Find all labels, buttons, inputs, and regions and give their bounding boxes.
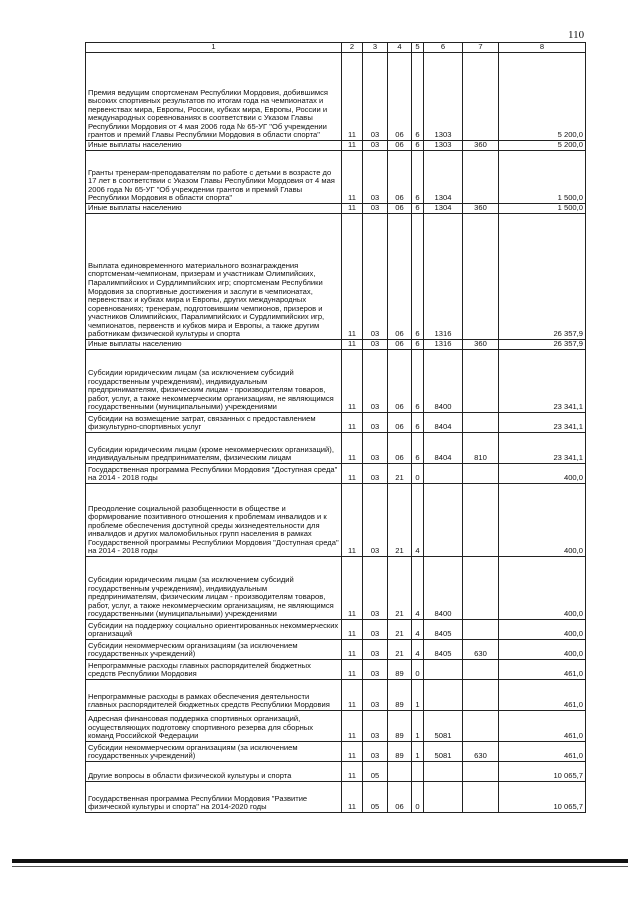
cell-expense-type bbox=[463, 680, 499, 711]
cell-item: 8405 bbox=[424, 620, 463, 640]
cell-expense-type bbox=[463, 464, 499, 484]
cell-expense-type: 360 bbox=[463, 204, 499, 214]
col-header: 3 bbox=[363, 43, 388, 53]
row-name: Субсидии на возмещение затрат, связанных с предоставлением физкультурно-спортивных услуг bbox=[86, 413, 342, 433]
cell-item: 8404 bbox=[424, 433, 463, 464]
cell-expense-type bbox=[463, 413, 499, 433]
cell-section: 11 bbox=[342, 464, 363, 484]
table-row bbox=[86, 557, 586, 620]
row-name: Иные выплаты населению bbox=[86, 141, 342, 151]
table-row bbox=[86, 151, 586, 204]
cell-program: 89 bbox=[388, 711, 412, 742]
cell-section: 11 bbox=[342, 433, 363, 464]
cell-section: 11 bbox=[342, 484, 363, 557]
cell-subprogram: 6 bbox=[412, 350, 424, 413]
cell-subprogram: 1 bbox=[412, 742, 424, 762]
row-name: Преодоление социальной разобщенности в обществе и формирование позитивного отношения к проблемам инвалидов и к проблеме обеспечения доступной среды жизнедеятельности для инвалидов и других маломобильных групп населения в рамках Государственной программы Республики Мордовия "Доступная среда" на 2014 - 2018 годы bbox=[86, 484, 342, 557]
table-row bbox=[86, 640, 586, 660]
cell-program: 21 bbox=[388, 620, 412, 640]
table-row bbox=[86, 680, 586, 711]
row-name: Субсидии некоммерческим организациям (за исключением государственных учреждений) bbox=[86, 640, 342, 660]
cell-subsection: 03 bbox=[363, 340, 388, 350]
cell-subsection: 03 bbox=[363, 413, 388, 433]
cell-program: 21 bbox=[388, 557, 412, 620]
cell-subprogram: 4 bbox=[412, 484, 424, 557]
table-row bbox=[86, 660, 586, 680]
row-name: Государственная программа Республики Мордовия "Доступная среда" на 2014 - 2018 годы bbox=[86, 464, 342, 484]
cell-section: 11 bbox=[342, 151, 363, 204]
cell-subsection: 05 bbox=[363, 762, 388, 782]
cell-item: 1303 bbox=[424, 53, 463, 141]
cell-section: 11 bbox=[342, 742, 363, 762]
cell-section: 11 bbox=[342, 141, 363, 151]
cell-subprogram bbox=[412, 762, 424, 782]
cell-amount: 5 200,0 bbox=[499, 141, 586, 151]
cell-section: 11 bbox=[342, 640, 363, 660]
row-name: Непрограммные расходы главных распорядителей бюджетных средств Республики Мордовия bbox=[86, 660, 342, 680]
cell-subsection: 03 bbox=[363, 433, 388, 464]
cell-amount: 400,0 bbox=[499, 484, 586, 557]
cell-section: 11 bbox=[342, 782, 363, 813]
bottom-border-thin bbox=[12, 866, 628, 867]
cell-subsection: 05 bbox=[363, 782, 388, 813]
cell-item bbox=[424, 762, 463, 782]
table-row bbox=[86, 433, 586, 464]
cell-subprogram: 0 bbox=[412, 464, 424, 484]
table-row bbox=[86, 141, 586, 151]
cell-subsection: 03 bbox=[363, 214, 388, 340]
table-row bbox=[86, 620, 586, 640]
cell-expense-type bbox=[463, 557, 499, 620]
table-row bbox=[86, 350, 586, 413]
cell-subsection: 03 bbox=[363, 557, 388, 620]
cell-expense-type: 360 bbox=[463, 340, 499, 350]
cell-item: 8405 bbox=[424, 640, 463, 660]
cell-section: 11 bbox=[342, 711, 363, 742]
page-number: 110 bbox=[568, 29, 585, 41]
cell-amount: 400,0 bbox=[499, 464, 586, 484]
cell-subsection: 03 bbox=[363, 464, 388, 484]
cell-program: 06 bbox=[388, 433, 412, 464]
cell-subprogram: 4 bbox=[412, 620, 424, 640]
table-row bbox=[86, 53, 586, 141]
cell-section: 11 bbox=[342, 350, 363, 413]
cell-item: 1304 bbox=[424, 204, 463, 214]
cell-expense-type: 360 bbox=[463, 141, 499, 151]
cell-expense-type bbox=[463, 711, 499, 742]
row-name: Гранты тренерам-преподавателям по работе с детьми в возрасте до 17 лет в соответствии с Указом Главы Республики Мордовия от 4 мая 2006 года № 65-УГ "Об учреждении грантов и премий Главы Республики Мордовия в области спорта" bbox=[86, 151, 342, 204]
cell-expense-type bbox=[463, 762, 499, 782]
cell-item: 5081 bbox=[424, 742, 463, 762]
cell-program: 06 bbox=[388, 350, 412, 413]
column-number-row bbox=[86, 43, 586, 53]
cell-subprogram: 6 bbox=[412, 433, 424, 464]
row-name: Адресная финансовая поддержка спортивных организаций, осуществляющих подготовку спортивного резерва для сборных команд Российской Федерации bbox=[86, 711, 342, 742]
cell-item bbox=[424, 484, 463, 557]
cell-item: 1316 bbox=[424, 214, 463, 340]
cell-subsection: 03 bbox=[363, 620, 388, 640]
cell-subsection: 03 bbox=[363, 660, 388, 680]
cell-expense-type bbox=[463, 484, 499, 557]
cell-item bbox=[424, 660, 463, 680]
cell-section: 11 bbox=[342, 660, 363, 680]
cell-item: 8400 bbox=[424, 557, 463, 620]
cell-program: 06 bbox=[388, 53, 412, 141]
cell-amount: 26 357,9 bbox=[499, 214, 586, 340]
col-header: 7 bbox=[463, 43, 499, 53]
cell-amount: 5 200,0 bbox=[499, 53, 586, 141]
cell-amount: 461,0 bbox=[499, 711, 586, 742]
cell-subsection: 03 bbox=[363, 484, 388, 557]
table-row bbox=[86, 762, 586, 782]
cell-amount: 461,0 bbox=[499, 660, 586, 680]
cell-section: 11 bbox=[342, 620, 363, 640]
row-name: Субсидии на поддержку социально ориентированных некоммерческих организаций bbox=[86, 620, 342, 640]
cell-program: 06 bbox=[388, 340, 412, 350]
cell-program: 06 bbox=[388, 413, 412, 433]
table-row bbox=[86, 484, 586, 557]
cell-item: 5081 bbox=[424, 711, 463, 742]
cell-subprogram: 6 bbox=[412, 214, 424, 340]
cell-subprogram: 6 bbox=[412, 53, 424, 141]
cell-amount: 10 065,7 bbox=[499, 762, 586, 782]
col-header: 1 bbox=[86, 43, 342, 53]
cell-expense-type bbox=[463, 620, 499, 640]
row-name: Иные выплаты населению bbox=[86, 340, 342, 350]
cell-program bbox=[388, 762, 412, 782]
row-name: Выплата единовременного материального вознаграждения спортсменам-чемпионам, призерам и участникам Олимпийских, Паралимпийских и Сурдлимпийских игр; спортсменам Республики Мордовия за спортивные достижения и заслуги в чемпионатах, первенствах и кубках мира и Европы, других международных соревнованиях; тренерам, подготовившим чемпионов, призеров и участников Олимпийских, Паралимпийских и Сурдлимпийских игр, чемпионатов, первенств и кубков мира и Европы, а также другим работникам физической культуры и спорта bbox=[86, 214, 342, 340]
cell-program: 06 bbox=[388, 204, 412, 214]
cell-expense-type bbox=[463, 151, 499, 204]
cell-subprogram: 6 bbox=[412, 413, 424, 433]
cell-amount: 400,0 bbox=[499, 640, 586, 660]
cell-expense-type bbox=[463, 660, 499, 680]
row-name: Иные выплаты населению bbox=[86, 204, 342, 214]
cell-subsection: 03 bbox=[363, 141, 388, 151]
table-row bbox=[86, 711, 586, 742]
budget-table bbox=[85, 42, 586, 813]
col-header: 8 bbox=[499, 43, 586, 53]
row-name: Непрограммные расходы в рамках обеспечения деятельности главных распорядителей бюджетных средств Республики Мордовия bbox=[86, 680, 342, 711]
col-header: 4 bbox=[388, 43, 412, 53]
row-name: Государственная программа Республики Мордовия "Развитие физической культуры и спорта" на 2014-2020 годы bbox=[86, 782, 342, 813]
cell-subsection: 03 bbox=[363, 350, 388, 413]
bottom-border-thick bbox=[12, 859, 628, 863]
cell-subsection: 03 bbox=[363, 640, 388, 660]
row-name: Субсидии юридическим лицам (кроме некоммерческих организаций), индивидуальным предпринимателям, физическим лицам bbox=[86, 433, 342, 464]
cell-expense-type: 630 bbox=[463, 640, 499, 660]
cell-amount: 10 065,7 bbox=[499, 782, 586, 813]
cell-item: 8400 bbox=[424, 350, 463, 413]
cell-program: 89 bbox=[388, 680, 412, 711]
table-row bbox=[86, 782, 586, 813]
cell-item: 1316 bbox=[424, 340, 463, 350]
cell-section: 11 bbox=[342, 214, 363, 340]
table-row bbox=[86, 742, 586, 762]
col-header: 2 bbox=[342, 43, 363, 53]
cell-subprogram: 4 bbox=[412, 640, 424, 660]
cell-expense-type: 630 bbox=[463, 742, 499, 762]
cell-subsection: 03 bbox=[363, 53, 388, 141]
row-name: Субсидии юридическим лицам (за исключением субсидий государственным учреждениям), индивидуальным предпринимателям, физическим лицам - производителям товаров, работ, услуг, а также некоммерческим организациям, не являющимся государственными (муниципальными) учреждениями bbox=[86, 350, 342, 413]
cell-section: 11 bbox=[342, 680, 363, 711]
col-header: 6 bbox=[424, 43, 463, 53]
cell-subsection: 03 bbox=[363, 204, 388, 214]
row-name: Субсидии некоммерческим организациям (за исключением государственных учреждений) bbox=[86, 742, 342, 762]
col-header: 5 bbox=[412, 43, 424, 53]
cell-item: 8404 bbox=[424, 413, 463, 433]
cell-amount: 23 341,1 bbox=[499, 350, 586, 413]
cell-section: 11 bbox=[342, 204, 363, 214]
cell-subprogram: 1 bbox=[412, 711, 424, 742]
cell-expense-type bbox=[463, 214, 499, 340]
cell-program: 89 bbox=[388, 660, 412, 680]
cell-program: 21 bbox=[388, 640, 412, 660]
cell-subprogram: 0 bbox=[412, 660, 424, 680]
cell-program: 21 bbox=[388, 484, 412, 557]
cell-section: 11 bbox=[342, 762, 363, 782]
cell-amount: 461,0 bbox=[499, 742, 586, 762]
cell-section: 11 bbox=[342, 340, 363, 350]
cell-program: 06 bbox=[388, 214, 412, 340]
cell-item: 1303 bbox=[424, 141, 463, 151]
row-name: Субсидии юридическим лицам (за исключением субсидий государственным учреждениям), индивидуальным предпринимателям, физическим лицам - производителям товаров, работ, услуг, а также некоммерческим организациям, не являющимся государственными (муниципальными) учреждениями bbox=[86, 557, 342, 620]
table-row bbox=[86, 214, 586, 340]
cell-amount: 400,0 bbox=[499, 620, 586, 640]
table-row bbox=[86, 413, 586, 433]
cell-amount: 1 500,0 bbox=[499, 151, 586, 204]
cell-subsection: 03 bbox=[363, 151, 388, 204]
cell-program: 89 bbox=[388, 742, 412, 762]
cell-section: 11 bbox=[342, 557, 363, 620]
cell-amount: 461,0 bbox=[499, 680, 586, 711]
cell-subsection: 03 bbox=[363, 680, 388, 711]
row-name: Премия ведущим спортсменам Республики Мордовия, добившимся высоких спортивных результатов по итогам года на чемпионатах и первенствах мира, Европы, России, кубках мира, Европы, России и международных соревнованиях в соответствии с Указом Главы Республики Мордовия от 4 мая 2006 года № 65-УГ "Об учреждении грантов и премий Главы Республики Мордовия в области спорта" bbox=[86, 53, 342, 141]
cell-subprogram: 6 bbox=[412, 141, 424, 151]
cell-section: 11 bbox=[342, 413, 363, 433]
cell-item: 1304 bbox=[424, 151, 463, 204]
cell-item bbox=[424, 782, 463, 813]
cell-amount: 400,0 bbox=[499, 557, 586, 620]
cell-subprogram: 0 bbox=[412, 782, 424, 813]
cell-program: 06 bbox=[388, 141, 412, 151]
cell-amount: 1 500,0 bbox=[499, 204, 586, 214]
table-row bbox=[86, 340, 586, 350]
cell-program: 21 bbox=[388, 464, 412, 484]
cell-program: 06 bbox=[388, 782, 412, 813]
cell-program: 06 bbox=[388, 151, 412, 204]
cell-subprogram: 6 bbox=[412, 151, 424, 204]
cell-expense-type: 810 bbox=[463, 433, 499, 464]
cell-subprogram: 6 bbox=[412, 204, 424, 214]
cell-amount: 23 341,1 bbox=[499, 413, 586, 433]
cell-section: 11 bbox=[342, 53, 363, 141]
cell-amount: 23 341,1 bbox=[499, 433, 586, 464]
cell-expense-type bbox=[463, 53, 499, 141]
cell-subprogram: 1 bbox=[412, 680, 424, 711]
cell-subprogram: 4 bbox=[412, 557, 424, 620]
cell-expense-type bbox=[463, 782, 499, 813]
cell-expense-type bbox=[463, 350, 499, 413]
cell-subsection: 03 bbox=[363, 742, 388, 762]
cell-item bbox=[424, 680, 463, 711]
table-row bbox=[86, 204, 586, 214]
table-row bbox=[86, 464, 586, 484]
cell-subprogram: 6 bbox=[412, 340, 424, 350]
cell-subsection: 03 bbox=[363, 711, 388, 742]
cell-amount: 26 357,9 bbox=[499, 340, 586, 350]
row-name: Другие вопросы в области физической культуры и спорта bbox=[86, 762, 342, 782]
cell-item bbox=[424, 464, 463, 484]
